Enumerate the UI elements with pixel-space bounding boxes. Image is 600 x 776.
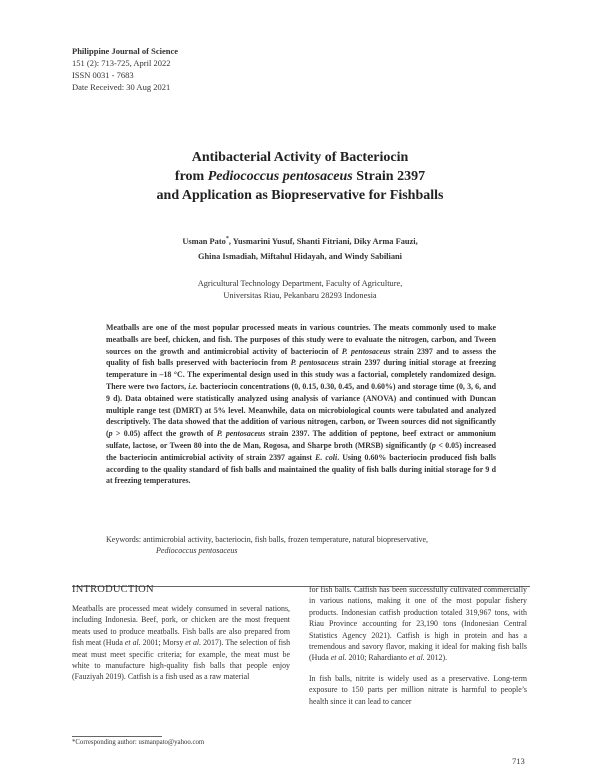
journal-name: Philippine Journal of Science	[72, 46, 179, 56]
intro-text: 2010; Rahardianto	[346, 653, 409, 663]
abstract-text: bacteriocin concentrations (0, 0.15, 0.30, 0.45, and 0.60%) and storage time (0, 3, 6, and 9 d). Data obtained were statistically analyzed using analysis of variance (ANOVA) and continued with Duncan multiple range test (DMRT) at 5% level. Meanwhile, data on microbiological counts were tabulated and analyzed descriptively. The data showed that the addition of various nitrogen, carbon, or Tween sources did not significantly (	[106, 381, 496, 439]
intro-paragraph: In fish balls, nitrite is widely used as a preservative. Long-term exposure to 150 parts per million nitrate is harmful to people’s health since it can lead to cancer	[309, 673, 527, 706]
abstract-text: > 0.05) affect the growth of	[112, 429, 217, 439]
intro-text: 2001; Morsy	[140, 638, 186, 648]
authors-line-1-rest: , Yusmarini Yusuf, Shanti Fitriani, Diky Arma Fauzi,	[228, 236, 418, 246]
intro-right-column	[309, 584, 527, 716]
intro-italic: et al.	[124, 638, 141, 648]
section-heading: INTRODUCTION	[72, 584, 154, 595]
corresponding-mark: *	[225, 236, 229, 242]
abstract-species: P. pentosaceus	[290, 358, 339, 368]
title-line-2-pre: from	[174, 169, 208, 184]
abstract-text: . Using 0.60% bacteriocin produced fish balls according to the quality standard of fish balls and maintained the quality of fish balls during initial storage for 9 d at freezing temperatures.	[106, 452, 496, 486]
keywords	[106, 534, 500, 556]
keywords-list: antimicrobial activity, bacteriocin, fish balls, frozen temperature, natural biopreservative,	[141, 535, 429, 544]
title-line-3: and Application as Biopreservative for Fishballs	[156, 188, 444, 203]
abstract-text: strain 2397. The addition of peptone, beef extract or ammonium sulfate, lactose, or Tween 80 into the de Man, Rogosa, and Sharpe broth (MRSB) significantly (	[106, 429, 496, 450]
intro-text: Meatballs are processed meat widely consumed in several nations, including Indonesia. Beef, pork, or chicken are the most frequent meats used to produce meatballs. Fish balls are also prepared from fish meat (Huda	[72, 604, 290, 648]
intro-italic: et al.	[185, 638, 202, 648]
affiliation-line-1: Agricultural Technology Department, Faculty of Agriculture,	[197, 279, 403, 288]
title-line-2	[0, 167, 600, 186]
author-corresponding: Usman Pato	[182, 236, 226, 246]
abstract-text: < 0.05) increased the bacteriocin antimicrobial activity of strain 2397 against	[106, 440, 497, 462]
title-line-2-post: Strain 2397	[352, 169, 426, 184]
footnote: *Corresponding author: usmanpato@yahoo.com	[72, 739, 205, 746]
journal-issn: ISSN 0031 - 7683	[72, 70, 134, 80]
keywords-label: Keywords:	[106, 535, 142, 544]
paper-title	[0, 148, 600, 205]
intro-paragraph	[309, 584, 527, 664]
authors-line-2: Ghina Ismadiah, Miftahul Hidayah, and Windy Sabiliani	[197, 251, 403, 261]
intro-left-column	[72, 603, 290, 683]
abstract-italic: p	[108, 429, 113, 439]
authors-line-1	[0, 232, 600, 249]
affiliation-line-2: Universitas Riau, Pekanbaru 28293 Indonesia	[223, 291, 377, 300]
page-number: 713	[512, 756, 525, 766]
intro-text: 2012).	[424, 653, 448, 663]
keywords-species: Pediococcus pentosaceus	[156, 546, 238, 555]
abstract-species: P. pentosaceus	[341, 346, 391, 356]
abstract	[106, 322, 496, 487]
abstract-text: strain 2397 during initial storage at freezing temperature in –18 °C. The experimental design used in this study was a factorial, completely randomized design. There were two factors,	[106, 358, 497, 391]
title-species: Pediococcus pentosaceus	[207, 169, 353, 184]
abstract-italic: i.e.	[188, 381, 198, 391]
abstract-species: P. pentosaceus	[216, 429, 266, 439]
date-received: Date Received: 30 Aug 2021	[72, 82, 171, 92]
journal-volume: 151 (2): 713-725, April 2022	[72, 58, 171, 68]
journal-info	[72, 45, 178, 93]
intro-italic: et al.	[408, 653, 425, 663]
abstract-species: E. coli	[315, 452, 338, 462]
affiliation	[0, 278, 600, 302]
abstract-italic: p	[431, 440, 436, 450]
intro-text: for fish balls. Catfish has been successfully cultivated commercially in various nations, making it one of the most popular fishery products. Indonesian catfish production totaled 319,967 tons, with Riau Province accounting for 23,190 tons (Indonesian Central Statistics Agency 2021). Catfish is high in protein and has a tremendous and savory flavor, making it ideal for making fish balls (Huda	[309, 585, 527, 663]
intro-text: 2017). The selection of fish meat must meet specific criteria; for example, the meat must be white to manufacture high-quality fish balls that people enjoy (Fauziyah 2019). Catfish is a fish used as a raw material	[72, 638, 291, 682]
title-line-1: Antibacterial Activity of Bacteriocin	[191, 150, 409, 165]
abstract-text: Meatballs are one of the most popular processed meats in various countries. The meats commonly used to make meatballs are beef, chicken, and fish. The purposes of this study were to evaluate the nitrogen, carbon, and Tween sources on the growth and antimicrobial activity of bacteriocin of	[106, 323, 496, 356]
footnote-rule	[72, 736, 162, 737]
author-list	[0, 232, 600, 264]
intro-italic: et al.	[330, 653, 347, 663]
abstract-text: strain 2397 and to assess the quality of fish balls preserved with bacteriocin from	[106, 346, 496, 368]
